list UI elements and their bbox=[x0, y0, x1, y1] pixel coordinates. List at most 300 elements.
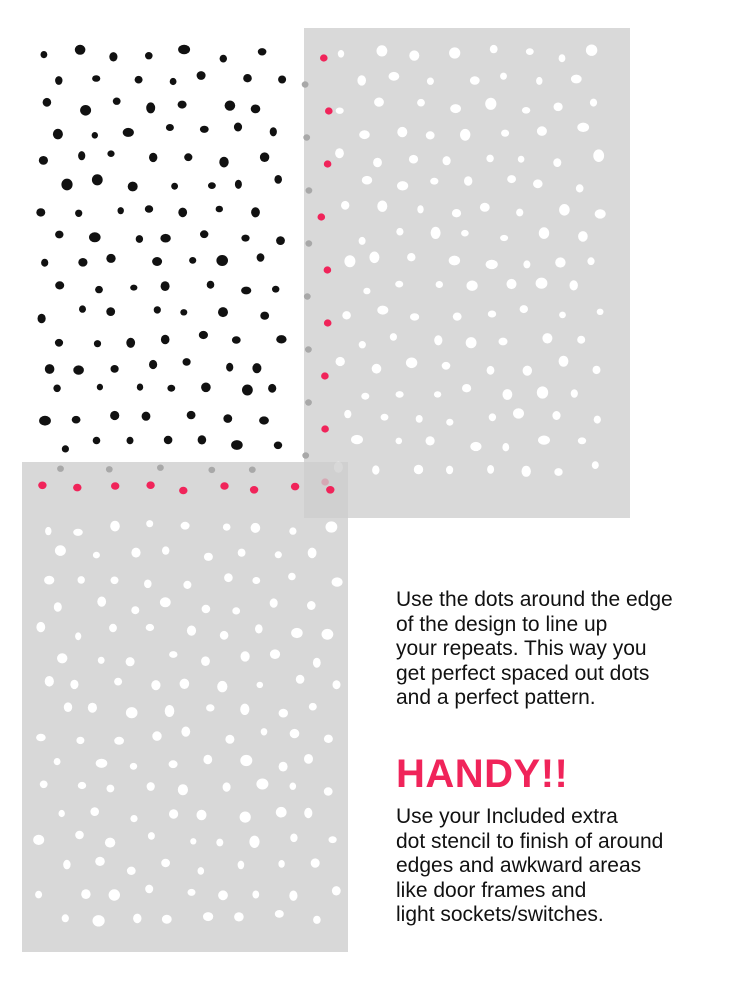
white-dot bbox=[188, 889, 196, 896]
black-dot bbox=[166, 124, 174, 131]
registration-dot bbox=[324, 160, 332, 167]
instructions-text bbox=[396, 588, 673, 711]
instructions-line: Use the dots around the edge bbox=[396, 588, 673, 611]
white-dot bbox=[407, 253, 415, 261]
white-dot bbox=[480, 203, 490, 212]
black-dot bbox=[198, 435, 207, 444]
white-dot bbox=[275, 910, 284, 918]
white-dot bbox=[81, 889, 90, 899]
white-dot bbox=[261, 728, 268, 735]
white-dot bbox=[486, 155, 493, 163]
white-dot bbox=[523, 260, 530, 268]
white-dot bbox=[75, 831, 84, 839]
white-dot bbox=[502, 443, 509, 451]
white-dot bbox=[332, 886, 341, 895]
white-dot bbox=[361, 393, 369, 400]
white-dot bbox=[559, 312, 566, 319]
registration-dot bbox=[320, 54, 328, 61]
white-dot bbox=[578, 437, 586, 444]
white-dot bbox=[470, 76, 480, 85]
white-dot bbox=[453, 313, 462, 321]
white-dot bbox=[587, 257, 594, 265]
black-dot bbox=[72, 416, 81, 424]
instructions-line: get perfect spaced out dots bbox=[396, 661, 650, 685]
white-dot bbox=[507, 279, 517, 289]
white-dot bbox=[133, 914, 141, 924]
black-dot bbox=[45, 364, 55, 374]
white-dot bbox=[45, 676, 54, 687]
guide-dot bbox=[305, 399, 312, 405]
handy-note-line: dot stencil to finish of around bbox=[396, 829, 664, 853]
black-dot bbox=[241, 287, 251, 295]
black-dot bbox=[41, 259, 48, 267]
white-dot bbox=[216, 839, 223, 847]
black-dot bbox=[146, 102, 155, 113]
black-dot bbox=[38, 314, 46, 324]
black-dot bbox=[252, 363, 261, 373]
white-dot bbox=[289, 891, 297, 901]
black-dot bbox=[78, 258, 87, 267]
white-dot bbox=[351, 435, 363, 444]
white-dot bbox=[252, 577, 260, 584]
white-dot bbox=[279, 709, 288, 718]
white-dot bbox=[338, 50, 344, 58]
white-dot bbox=[397, 127, 407, 137]
black-dot bbox=[201, 383, 211, 393]
black-dot bbox=[152, 257, 162, 266]
white-dot bbox=[559, 204, 570, 216]
white-dot bbox=[554, 468, 562, 476]
white-dot bbox=[426, 131, 435, 139]
white-dot bbox=[64, 702, 72, 712]
registration-dot bbox=[73, 484, 81, 492]
black-dot bbox=[75, 45, 86, 55]
guide-dot bbox=[303, 134, 310, 140]
guide-dot bbox=[305, 346, 312, 352]
white-dot bbox=[442, 362, 451, 370]
white-dot bbox=[396, 228, 403, 236]
white-dot bbox=[357, 75, 366, 85]
black-dot bbox=[231, 440, 243, 450]
black-dot bbox=[199, 331, 208, 339]
white-dot bbox=[225, 735, 234, 744]
black-dot bbox=[106, 254, 115, 263]
white-dot bbox=[436, 281, 443, 288]
white-dot bbox=[169, 760, 178, 768]
black-dot bbox=[92, 132, 98, 139]
white-dot bbox=[161, 859, 170, 867]
white-dot bbox=[559, 356, 569, 367]
white-dot bbox=[63, 860, 70, 870]
black-dot bbox=[187, 411, 196, 419]
white-dot bbox=[462, 384, 471, 392]
black-dot bbox=[276, 236, 285, 245]
white-dot bbox=[395, 281, 403, 288]
black-dot bbox=[242, 385, 253, 396]
black-dot bbox=[178, 101, 187, 109]
white-dot bbox=[279, 762, 288, 772]
black-dot bbox=[218, 307, 228, 317]
white-dot bbox=[107, 785, 115, 793]
white-dot bbox=[485, 98, 496, 110]
white-dot bbox=[389, 72, 400, 81]
white-dot bbox=[537, 126, 547, 136]
white-dot bbox=[238, 861, 245, 870]
white-dot bbox=[76, 737, 84, 744]
white-dot bbox=[434, 391, 441, 397]
registration-dot bbox=[146, 481, 154, 489]
black-dot bbox=[118, 207, 124, 214]
black-dot bbox=[235, 180, 242, 189]
white-dot bbox=[290, 834, 297, 843]
white-dot bbox=[35, 891, 42, 899]
black-dot bbox=[39, 416, 51, 426]
black-dot bbox=[126, 338, 135, 348]
black-dot bbox=[53, 385, 60, 393]
black-dot bbox=[164, 436, 173, 444]
white-dot bbox=[520, 305, 528, 313]
white-dot bbox=[467, 281, 478, 291]
white-dot bbox=[44, 576, 54, 585]
white-dot bbox=[397, 181, 408, 190]
white-dot bbox=[240, 704, 249, 715]
white-dot bbox=[114, 678, 122, 686]
white-dot bbox=[489, 413, 496, 421]
black-dot bbox=[274, 175, 282, 184]
handy-note-line: like door frames and bbox=[396, 878, 587, 902]
black-dot bbox=[106, 307, 115, 316]
black-dot bbox=[184, 153, 192, 161]
white-dot bbox=[443, 156, 451, 165]
white-dot bbox=[332, 577, 343, 586]
white-dot bbox=[162, 546, 169, 554]
white-dot bbox=[488, 311, 496, 318]
white-dot bbox=[594, 416, 601, 424]
black-dot bbox=[241, 235, 249, 242]
registration-dot bbox=[250, 486, 258, 494]
white-dot bbox=[62, 914, 69, 922]
black-dot bbox=[207, 281, 215, 289]
white-dot bbox=[324, 735, 333, 743]
white-dot bbox=[145, 885, 153, 894]
white-dot bbox=[146, 624, 154, 631]
white-dot bbox=[470, 442, 481, 451]
white-dot bbox=[390, 333, 397, 341]
white-dot bbox=[487, 366, 495, 375]
white-dot bbox=[526, 48, 534, 55]
white-dot bbox=[255, 624, 263, 633]
white-dot bbox=[90, 807, 99, 816]
white-dot bbox=[240, 755, 252, 766]
black-dot bbox=[73, 365, 84, 374]
white-dot bbox=[169, 809, 178, 818]
white-dot bbox=[503, 389, 513, 400]
white-dot bbox=[183, 581, 191, 589]
guide-dot bbox=[57, 466, 64, 472]
white-dot bbox=[270, 649, 280, 659]
white-dot bbox=[372, 364, 382, 374]
white-dot bbox=[162, 915, 172, 924]
white-dot bbox=[466, 337, 477, 348]
white-dot bbox=[223, 782, 231, 791]
black-dot bbox=[142, 412, 151, 421]
registration-dot bbox=[321, 425, 329, 432]
white-dot bbox=[217, 681, 227, 692]
registration-dot bbox=[111, 482, 119, 490]
white-dot bbox=[201, 656, 210, 666]
white-dot bbox=[559, 54, 566, 62]
white-dot bbox=[414, 465, 423, 474]
white-dot bbox=[197, 810, 207, 821]
white-dot bbox=[144, 580, 152, 589]
white-dot bbox=[516, 209, 523, 217]
white-dot bbox=[131, 606, 139, 614]
white-dot bbox=[406, 358, 417, 369]
white-dot bbox=[553, 158, 561, 167]
black-dot bbox=[226, 363, 233, 372]
guide-dot bbox=[302, 81, 309, 87]
white-dot bbox=[308, 548, 317, 559]
black-dot bbox=[53, 129, 63, 140]
black-dot bbox=[149, 360, 157, 369]
black-dot bbox=[94, 340, 101, 347]
black-dot bbox=[232, 336, 241, 343]
white-dot bbox=[98, 657, 105, 664]
white-dot bbox=[417, 99, 425, 107]
white-dot bbox=[127, 867, 136, 875]
black-dot bbox=[171, 183, 178, 190]
black-dot bbox=[41, 51, 48, 58]
black-dot bbox=[130, 285, 137, 291]
white-dot bbox=[396, 391, 404, 398]
white-dot bbox=[344, 410, 351, 418]
black-dot bbox=[161, 335, 170, 345]
white-dot bbox=[96, 759, 108, 768]
white-dot bbox=[450, 104, 461, 113]
white-dot bbox=[373, 158, 382, 167]
black-dot bbox=[260, 152, 269, 162]
white-dot bbox=[59, 810, 65, 817]
black-dot bbox=[216, 206, 223, 213]
black-dot bbox=[154, 306, 161, 313]
white-dot bbox=[241, 651, 250, 661]
white-dot bbox=[304, 754, 313, 764]
black-dot bbox=[55, 339, 63, 347]
white-dot bbox=[409, 155, 418, 164]
white-dot bbox=[333, 680, 341, 689]
white-dot bbox=[430, 178, 438, 185]
black-dot bbox=[251, 207, 260, 217]
white-dot bbox=[130, 815, 137, 822]
white-dot bbox=[251, 523, 261, 533]
white-dot bbox=[110, 521, 120, 532]
black-dot bbox=[170, 78, 177, 85]
handy-note-line: edges and awkward areas bbox=[396, 854, 642, 877]
white-dot bbox=[377, 306, 388, 315]
black-dot bbox=[95, 286, 103, 293]
stencil-tile-right bbox=[304, 28, 630, 518]
white-dot bbox=[377, 201, 387, 212]
white-dot bbox=[275, 551, 282, 558]
black-dot bbox=[107, 150, 114, 157]
white-dot bbox=[449, 256, 460, 266]
white-dot bbox=[374, 98, 384, 107]
registration-dot bbox=[324, 319, 332, 326]
white-dot bbox=[571, 389, 578, 398]
black-dot bbox=[149, 153, 157, 162]
registration-dot bbox=[325, 107, 333, 114]
guide-dot bbox=[157, 465, 164, 471]
black-dot bbox=[183, 358, 191, 366]
black-dot bbox=[258, 48, 267, 55]
black-dot bbox=[178, 208, 187, 218]
white-dot bbox=[165, 705, 175, 717]
white-dot bbox=[256, 779, 268, 790]
black-dot bbox=[36, 208, 45, 216]
white-dot bbox=[73, 529, 83, 536]
white-dot bbox=[434, 335, 442, 345]
registration-dot bbox=[291, 483, 299, 491]
black-dot bbox=[259, 416, 269, 424]
white-dot bbox=[223, 524, 231, 531]
registration-dot bbox=[179, 487, 187, 495]
white-dot bbox=[97, 597, 106, 607]
handy-note-text bbox=[396, 805, 663, 928]
black-dot bbox=[167, 385, 175, 392]
white-dot bbox=[522, 466, 531, 477]
white-dot bbox=[270, 598, 278, 607]
white-dot bbox=[257, 682, 264, 688]
black-dot bbox=[276, 335, 286, 343]
white-dot bbox=[278, 860, 284, 868]
white-dot bbox=[203, 755, 212, 765]
white-dot bbox=[536, 278, 548, 289]
white-dot bbox=[203, 912, 213, 921]
white-dot bbox=[130, 763, 137, 770]
black-dot bbox=[92, 75, 100, 82]
white-dot bbox=[518, 156, 525, 163]
white-dot bbox=[336, 357, 345, 366]
white-dot bbox=[461, 230, 469, 237]
white-dot bbox=[75, 632, 81, 640]
black-dot bbox=[78, 151, 85, 160]
black-dot bbox=[97, 384, 103, 391]
white-dot bbox=[109, 624, 117, 632]
black-dot bbox=[225, 101, 236, 111]
white-dot bbox=[595, 209, 606, 218]
black-dot bbox=[110, 411, 119, 420]
black-dot bbox=[61, 179, 72, 191]
white-dot bbox=[36, 622, 45, 632]
black-dot bbox=[79, 305, 86, 312]
white-dot bbox=[204, 553, 213, 561]
white-dot bbox=[499, 338, 508, 346]
white-dot bbox=[539, 227, 549, 239]
white-dot bbox=[335, 148, 344, 158]
white-dot bbox=[377, 45, 388, 56]
white-dot bbox=[381, 414, 389, 421]
white-dot bbox=[592, 461, 599, 469]
guide-dot bbox=[208, 467, 215, 473]
black-dot bbox=[75, 210, 82, 217]
white-dot bbox=[501, 130, 509, 137]
white-dot bbox=[324, 787, 333, 795]
white-dot bbox=[198, 867, 205, 875]
white-dot bbox=[95, 857, 105, 866]
white-dot bbox=[45, 527, 51, 535]
white-dot bbox=[409, 50, 419, 60]
black-dot bbox=[219, 157, 228, 168]
black-dot bbox=[260, 312, 269, 320]
white-dot bbox=[426, 436, 435, 445]
white-dot bbox=[460, 129, 470, 141]
white-dot bbox=[554, 103, 563, 112]
white-dot bbox=[289, 527, 296, 534]
white-dot bbox=[542, 333, 552, 343]
handy-note-line: light sockets/switches. bbox=[396, 903, 604, 926]
white-dot bbox=[70, 680, 78, 689]
white-dot bbox=[147, 782, 155, 791]
white-dot bbox=[109, 889, 120, 900]
white-dot bbox=[363, 288, 370, 295]
black-dot bbox=[197, 71, 206, 80]
white-dot bbox=[220, 631, 229, 640]
white-dot bbox=[146, 520, 153, 527]
white-dot bbox=[570, 280, 578, 290]
white-dot bbox=[148, 832, 155, 840]
black-dot bbox=[80, 105, 91, 116]
white-dot bbox=[536, 77, 542, 85]
white-dot bbox=[151, 680, 160, 690]
black-dot bbox=[135, 76, 143, 84]
handy-note-line: Use your Included extra bbox=[396, 805, 618, 828]
black-dot bbox=[270, 127, 277, 136]
registration-dot bbox=[326, 486, 334, 494]
white-dot bbox=[326, 521, 338, 532]
white-dot bbox=[307, 601, 316, 610]
black-dot bbox=[200, 126, 209, 133]
black-dot bbox=[62, 445, 69, 452]
white-dot bbox=[55, 545, 66, 556]
white-dot bbox=[359, 237, 366, 245]
black-dot bbox=[278, 76, 286, 84]
white-dot bbox=[180, 679, 190, 689]
white-dot bbox=[296, 675, 305, 684]
instructions-line: your repeats. This way you bbox=[396, 637, 647, 660]
white-dot bbox=[88, 703, 97, 713]
black-dot bbox=[109, 52, 117, 61]
white-dot bbox=[238, 549, 246, 557]
black-dot bbox=[251, 105, 261, 114]
white-dot bbox=[597, 309, 604, 315]
guide-dot bbox=[302, 452, 309, 458]
white-dot bbox=[522, 107, 530, 114]
black-dot bbox=[223, 414, 232, 423]
white-dot bbox=[431, 227, 441, 239]
black-dot bbox=[145, 52, 153, 59]
white-dot bbox=[344, 255, 355, 267]
white-dot bbox=[288, 573, 296, 580]
white-dot bbox=[576, 184, 584, 192]
instructions-line: of the design to line up bbox=[396, 612, 608, 636]
white-dot bbox=[78, 576, 85, 584]
white-dot bbox=[490, 45, 498, 53]
white-dot bbox=[486, 260, 498, 269]
white-dot bbox=[313, 916, 321, 924]
white-dot bbox=[54, 758, 61, 765]
white-dot bbox=[593, 366, 601, 374]
white-dot bbox=[313, 658, 321, 668]
